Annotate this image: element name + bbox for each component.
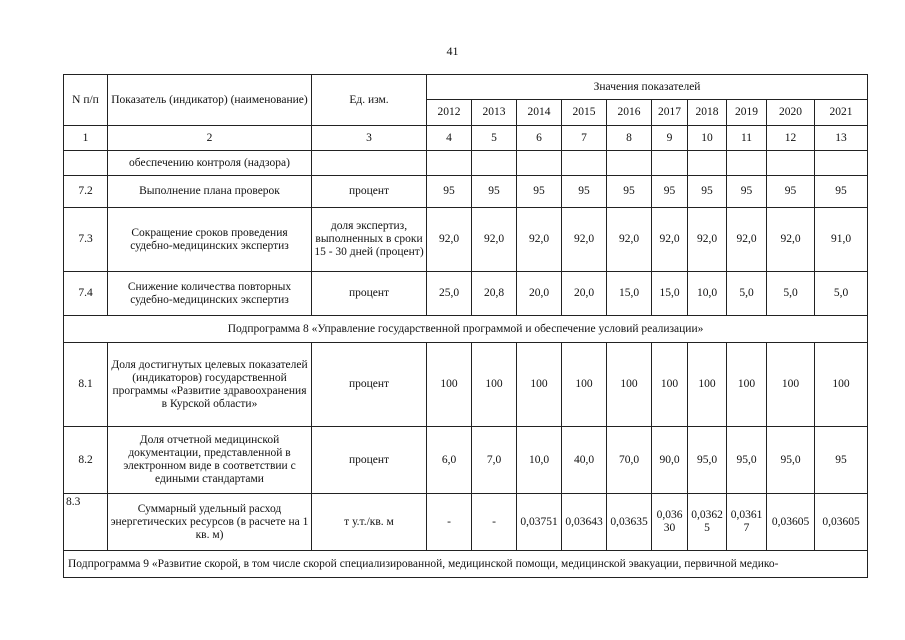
row-value: 0,03751 — [517, 494, 562, 551]
row-value: 90,0 — [652, 427, 688, 494]
row-value: 92,0 — [688, 208, 727, 272]
row-value — [767, 151, 815, 176]
table-row — [64, 343, 868, 427]
row-number: 8.2 — [64, 427, 108, 494]
page-number: 41 — [446, 44, 459, 58]
row-value: 0,03635 — [607, 494, 652, 551]
row-value: - — [472, 494, 517, 551]
row-value — [517, 151, 562, 176]
row-value — [652, 151, 688, 176]
row-value: 100 — [652, 343, 688, 427]
header-year: 2015 — [562, 100, 607, 126]
row-value: 15,0 — [652, 272, 688, 316]
row-value: 0,03625 — [688, 494, 727, 551]
row-value: - — [427, 494, 472, 551]
row-value: 95 — [815, 427, 868, 494]
row-value: 100 — [767, 343, 815, 427]
row-value: 92,0 — [767, 208, 815, 272]
header-year: 2019 — [727, 100, 767, 126]
row-indicator-name: Суммарный удельный расход энергетических ресурсов (в расчете на 1 кв. м) — [108, 494, 312, 551]
header-year: 2016 — [607, 100, 652, 126]
row-value: 95 — [652, 176, 688, 208]
column-number: 2 — [108, 126, 312, 151]
row-value: 5,0 — [727, 272, 767, 316]
row-value: 100 — [815, 343, 868, 427]
row-value: 5,0 — [767, 272, 815, 316]
column-number: 8 — [607, 126, 652, 151]
row-value: 70,0 — [607, 427, 652, 494]
table-row — [64, 427, 868, 494]
row-value: 91,0 — [815, 208, 868, 272]
header-year: 2014 — [517, 100, 562, 126]
subprogram-8-row — [64, 316, 868, 343]
row-number: 8.3 — [64, 494, 108, 551]
row-value — [607, 151, 652, 176]
column-number: 12 — [767, 126, 815, 151]
row-unit: процент — [312, 176, 427, 208]
row-value: 15,0 — [607, 272, 652, 316]
row-value: 10,0 — [688, 272, 727, 316]
header-indicator: Показатель (индикатор) (наименование) — [108, 75, 312, 126]
row-unit: процент — [312, 343, 427, 427]
row-value: 100 — [688, 343, 727, 427]
row-value: 100 — [517, 343, 562, 427]
row-value: 95 — [517, 176, 562, 208]
column-number: 4 — [427, 126, 472, 151]
column-number: 9 — [652, 126, 688, 151]
subprogram-8-title: Подпрограмма 8 «Управление государственной программой и обеспечение условий реализации» — [64, 316, 868, 343]
row-value: 5,0 — [815, 272, 868, 316]
column-number: 5 — [472, 126, 517, 151]
header-row-1 — [64, 75, 868, 100]
column-number: 11 — [727, 126, 767, 151]
row-value: 92,0 — [517, 208, 562, 272]
table-row — [64, 151, 868, 176]
row-value: 95 — [688, 176, 727, 208]
row-value: 95 — [472, 176, 517, 208]
row-value: 92,0 — [652, 208, 688, 272]
row-value: 10,0 — [517, 427, 562, 494]
row-value — [727, 151, 767, 176]
row-value: 20,8 — [472, 272, 517, 316]
row-value: 6,0 — [427, 427, 472, 494]
row-value: 92,0 — [607, 208, 652, 272]
row-value — [427, 151, 472, 176]
header-year: 2020 — [767, 100, 815, 126]
row-value: 95,0 — [688, 427, 727, 494]
row-value: 100 — [562, 343, 607, 427]
row-value: 95,0 — [727, 427, 767, 494]
row-value: 95 — [607, 176, 652, 208]
row-value: 95 — [727, 176, 767, 208]
header-year: 2018 — [688, 100, 727, 126]
row-value: 95 — [815, 176, 868, 208]
row-indicator-name: Сокращение сроков проведения судебно-медицинских экспертиз — [108, 208, 312, 272]
table-row — [64, 272, 868, 316]
row-value: 92,0 — [427, 208, 472, 272]
row-number: 7.3 — [64, 208, 108, 272]
header-year: 2021 — [815, 100, 868, 126]
subprogram-9-title: Подпрограмма 9 «Развитие скорой, в том числе скорой специализированной, медицинской помощи, медицинской эвакуации, первичной медико- — [64, 551, 868, 578]
row-number: 7.4 — [64, 272, 108, 316]
subprogram-9-row — [64, 551, 868, 578]
row-value: 100 — [427, 343, 472, 427]
header-year: 2013 — [472, 100, 517, 126]
row-value: 95 — [767, 176, 815, 208]
row-value: 92,0 — [472, 208, 517, 272]
row-value: 92,0 — [727, 208, 767, 272]
row-value — [815, 151, 868, 176]
header-year: 2017 — [652, 100, 688, 126]
header-num: N п/п — [64, 75, 108, 126]
row-value: 95,0 — [767, 427, 815, 494]
table-row — [64, 208, 868, 272]
row-number: 7.2 — [64, 176, 108, 208]
row-value: 7,0 — [472, 427, 517, 494]
column-number: 7 — [562, 126, 607, 151]
header-values-title: Значения показателей — [427, 75, 868, 100]
row-number — [64, 151, 108, 176]
header-unit: Ед. изм. — [312, 75, 427, 126]
row-value — [688, 151, 727, 176]
row-indicator-name: Доля отчетной медицинской документации, представленной в электронном виде в соответствии с едиными стандартами — [108, 427, 312, 494]
header-year: 2012 — [427, 100, 472, 126]
row-number: 8.1 — [64, 343, 108, 427]
column-numbers-row — [64, 126, 868, 151]
row-value: 20,0 — [517, 272, 562, 316]
row-value: 40,0 — [562, 427, 607, 494]
row-value: 25,0 — [427, 272, 472, 316]
row-unit — [312, 151, 427, 176]
column-number: 3 — [312, 126, 427, 151]
row-value: 0,03630 — [652, 494, 688, 551]
indicators-table — [63, 74, 868, 578]
row-value — [472, 151, 517, 176]
row-unit: процент — [312, 427, 427, 494]
row-value: 100 — [607, 343, 652, 427]
column-number: 13 — [815, 126, 868, 151]
row-indicator-name: Выполнение плана проверок — [108, 176, 312, 208]
row-value: 0,03643 — [562, 494, 607, 551]
row-value: 100 — [727, 343, 767, 427]
row-value: 20,0 — [562, 272, 607, 316]
row-value — [562, 151, 607, 176]
table-row — [64, 176, 868, 208]
column-number: 10 — [688, 126, 727, 151]
row-value: 100 — [472, 343, 517, 427]
row-indicator-name: Снижение количества повторных судебно-медицинских экспертиз — [108, 272, 312, 316]
row-unit: процент — [312, 272, 427, 316]
row-value: 0,03605 — [767, 494, 815, 551]
table-row — [64, 494, 868, 551]
column-number: 6 — [517, 126, 562, 151]
row-value: 0,03605 — [815, 494, 868, 551]
row-value: 92,0 — [562, 208, 607, 272]
row-value: 0,03617 — [727, 494, 767, 551]
row-value: 95 — [427, 176, 472, 208]
row-unit: т у.т./кв. м — [312, 494, 427, 551]
row-indicator-name: обеспечению контроля (надзора) — [108, 151, 312, 176]
row-indicator-name: Доля достигнутых целевых показателей (индикаторов) государственной программы «Развитие здравоохранения в Курской области» — [108, 343, 312, 427]
column-number: 1 — [64, 126, 108, 151]
row-value: 95 — [562, 176, 607, 208]
row-unit: доля экспертиз, выполненных в сроки 15 - 30 дней (процент) — [312, 208, 427, 272]
